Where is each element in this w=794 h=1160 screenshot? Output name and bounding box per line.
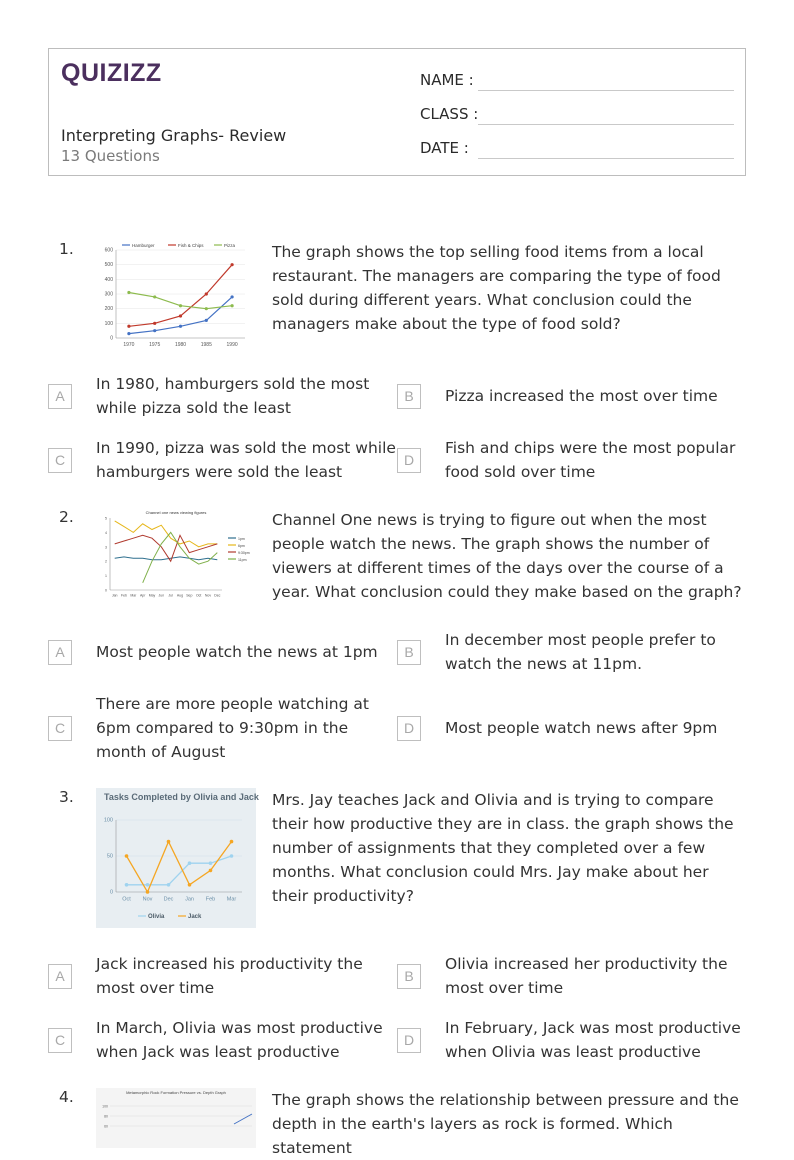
option-letter[interactable]: A xyxy=(48,384,72,409)
data-point xyxy=(179,304,182,307)
option-letter[interactable]: C xyxy=(48,716,72,741)
option-text: Jack increased his productivity the most over time xyxy=(96,955,363,997)
question-text: The graph shows the relationship between pressure and the depth in the earth's layers as rock is formed. Which statement xyxy=(272,1091,739,1157)
news-viewers-line-chart xyxy=(96,508,256,600)
y-tick-label: 200 xyxy=(104,306,113,313)
question-2 xyxy=(48,508,746,768)
legend-label: 1pm xyxy=(238,536,245,541)
series-line xyxy=(115,557,218,560)
y-tick-label: 50 xyxy=(106,853,113,860)
option-text: Pizza increased the most over time xyxy=(445,387,718,405)
data-point xyxy=(209,869,213,873)
quizizz-logo: QUIZIZZ xyxy=(61,59,162,87)
chart-title: Tasks Completed by Olivia and Jack xyxy=(104,792,259,802)
question-text: The graph shows the top selling food items from a local restaurant. The managers are comparing the type of food sold during different years. What conclusion could the managers make about the type of food sold? xyxy=(272,243,721,333)
option-letter[interactable]: C xyxy=(48,1028,72,1053)
option-letter[interactable]: D xyxy=(397,716,421,741)
x-tick-label: Jun xyxy=(158,593,165,598)
y-tick-label: 60 xyxy=(104,1124,108,1129)
y-tick-label: 100 xyxy=(103,817,113,824)
data-point xyxy=(167,840,171,844)
worksheet-header xyxy=(48,48,746,176)
option-text: In March, Olivia was most productive when Jack was least productive xyxy=(96,1019,383,1061)
x-tick-label: Mar xyxy=(226,896,237,903)
x-tick-label: Sep xyxy=(186,593,193,598)
pressure-depth-chart xyxy=(96,1088,256,1148)
option-letter[interactable]: D xyxy=(397,1028,421,1053)
data-point xyxy=(167,883,171,887)
legend-label: Olivia xyxy=(148,913,165,920)
series-line xyxy=(115,521,218,547)
option-text: Most people watch the news at 1pm xyxy=(96,643,378,661)
data-point xyxy=(188,861,192,865)
data-point xyxy=(125,883,129,887)
x-tick-label: Aug xyxy=(176,593,184,598)
option-letter[interactable]: B xyxy=(397,964,421,989)
question-1 xyxy=(48,240,746,485)
data-point xyxy=(146,883,150,887)
x-tick-label: Oct xyxy=(195,593,202,598)
question-number: 4. xyxy=(59,1088,74,1106)
option-text: In February, Jack was most productive when Olivia was least productive xyxy=(445,1019,741,1061)
option-letter[interactable]: D xyxy=(397,448,421,473)
data-point xyxy=(205,292,208,295)
option-text: Fish and chips were the most popular food sold over time xyxy=(445,439,736,481)
x-tick-label: Mar xyxy=(130,593,137,598)
class-label: CLASS : xyxy=(420,105,479,123)
y-tick-label: 100 xyxy=(104,320,113,327)
y-tick-label: 600 xyxy=(104,247,113,254)
question-4 xyxy=(48,1088,746,1157)
tasks-line-chart xyxy=(96,788,259,928)
data-point xyxy=(231,263,234,266)
name-label: NAME : xyxy=(420,71,474,89)
question-number: 2. xyxy=(59,508,74,526)
option-letter[interactable]: A xyxy=(48,964,72,989)
data-point xyxy=(188,883,192,887)
question-3 xyxy=(48,788,746,1068)
data-point xyxy=(179,314,182,317)
legend-label: Fish & Chips xyxy=(178,242,204,248)
y-tick-label: 4 xyxy=(105,530,107,535)
data-point xyxy=(209,861,213,865)
x-tick-label: Feb xyxy=(120,593,128,598)
y-tick-label: 0 xyxy=(109,889,113,896)
question-text: Channel One news is trying to figure out when the most people watch the news. The graph shows the number of viewers at different times of the days over the course of a year. What conclusion could they make based on the graph? xyxy=(272,511,742,601)
x-tick-label: Apr xyxy=(139,593,146,598)
y-tick-label: 500 xyxy=(104,262,113,269)
x-tick-label: 1980 xyxy=(174,342,187,348)
chart-title: Channel one news viewing figures xyxy=(145,510,207,515)
x-tick-label: 1990 xyxy=(226,342,238,348)
option-letter[interactable]: B xyxy=(397,384,421,409)
x-tick-label: Oct xyxy=(122,896,131,903)
y-tick-label: 3 xyxy=(105,545,107,550)
x-tick-label: Nov xyxy=(204,593,212,598)
question-2-chart xyxy=(96,508,256,604)
x-tick-label: Dec xyxy=(163,896,174,903)
option-letter[interactable]: C xyxy=(48,448,72,473)
legend-label: Jack xyxy=(188,913,202,920)
data-point xyxy=(230,840,234,844)
legend-label: Pizza xyxy=(224,242,236,248)
question-3-chart xyxy=(96,788,259,932)
y-tick-label: 80 xyxy=(104,1114,108,1119)
question-number: 3. xyxy=(59,788,74,806)
question-number: 1. xyxy=(59,240,74,258)
y-tick-label: 100 xyxy=(102,1104,108,1109)
data-point xyxy=(231,295,234,298)
option-letter[interactable]: B xyxy=(397,640,421,665)
date-line[interactable] xyxy=(478,158,734,159)
option-text: In december most people prefer to watch the news at 11pm. xyxy=(445,631,716,673)
data-point xyxy=(230,854,234,858)
question-1-chart xyxy=(96,240,251,352)
question-4-chart xyxy=(96,1088,256,1152)
x-tick-label: Feb xyxy=(205,896,216,903)
x-tick-label: May xyxy=(148,593,156,598)
class-field[interactable] xyxy=(420,99,734,125)
question-count: 13 Questions xyxy=(61,147,160,165)
chart-background xyxy=(96,1088,256,1148)
legend-label: Hamburger xyxy=(132,242,155,248)
y-tick-label: 2 xyxy=(105,559,107,564)
x-tick-label: Jan xyxy=(111,593,118,598)
y-tick-label: 1 xyxy=(105,574,107,579)
data-point xyxy=(153,322,156,325)
data-point xyxy=(146,890,150,894)
data-point xyxy=(205,307,208,310)
x-tick-label: 1985 xyxy=(200,342,212,348)
option-text: In 1990, pizza was sold the most while hamburgers were sold the least xyxy=(96,439,396,481)
data-point xyxy=(127,325,130,328)
x-tick-label: Jan xyxy=(185,896,194,903)
class-line[interactable] xyxy=(478,124,734,125)
y-tick-label: 0 xyxy=(110,335,113,342)
x-tick-label: Dec xyxy=(214,593,221,598)
data-point xyxy=(127,291,130,294)
legend-label: 6pm xyxy=(238,543,245,548)
date-label: DATE : xyxy=(420,139,469,157)
option-text: In 1980, hamburgers sold the most while pizza sold the least xyxy=(96,375,370,417)
data-point xyxy=(153,295,156,298)
option-text: Olivia increased her productivity the most over time xyxy=(445,955,728,997)
option-text: Most people watch news after 9pm xyxy=(445,719,718,737)
chart-title: Metamorphic Rock Formation Pressure vs. Depth Graph xyxy=(126,1090,226,1095)
option-letter[interactable]: A xyxy=(48,640,72,665)
y-tick-label: 400 xyxy=(104,276,113,283)
worksheet-title: Interpreting Graphs- Review xyxy=(61,126,287,145)
name-field[interactable] xyxy=(420,65,734,91)
food-sales-line-chart xyxy=(96,240,251,348)
option-text: There are more people watching at 6pm compared to 9:30pm in the month of August xyxy=(96,695,369,761)
x-tick-label: Nov xyxy=(142,896,153,903)
x-tick-label: 1970 xyxy=(123,342,135,348)
data-point xyxy=(153,329,156,332)
y-tick-label: 5 xyxy=(105,516,107,521)
data-point xyxy=(205,319,208,322)
data-point xyxy=(231,304,234,307)
legend-label: 11pm xyxy=(238,557,247,562)
date-field[interactable] xyxy=(420,133,734,159)
data-point xyxy=(127,332,130,335)
data-point xyxy=(179,325,182,328)
x-tick-label: Jul xyxy=(168,593,173,598)
x-tick-label: 1975 xyxy=(149,342,161,348)
name-line[interactable] xyxy=(478,90,734,91)
y-tick-label: 0 xyxy=(105,588,107,593)
legend-label: 9:30pm xyxy=(238,550,250,555)
question-text: Mrs. Jay teaches Jack and Olivia and is trying to compare their how productive they are in class. the graph shows the number of assignments that they completed over a few months. What conclusion could Mrs. Jay make about her their productivity? xyxy=(272,791,734,905)
data-point xyxy=(125,854,129,858)
y-tick-label: 300 xyxy=(104,291,113,298)
